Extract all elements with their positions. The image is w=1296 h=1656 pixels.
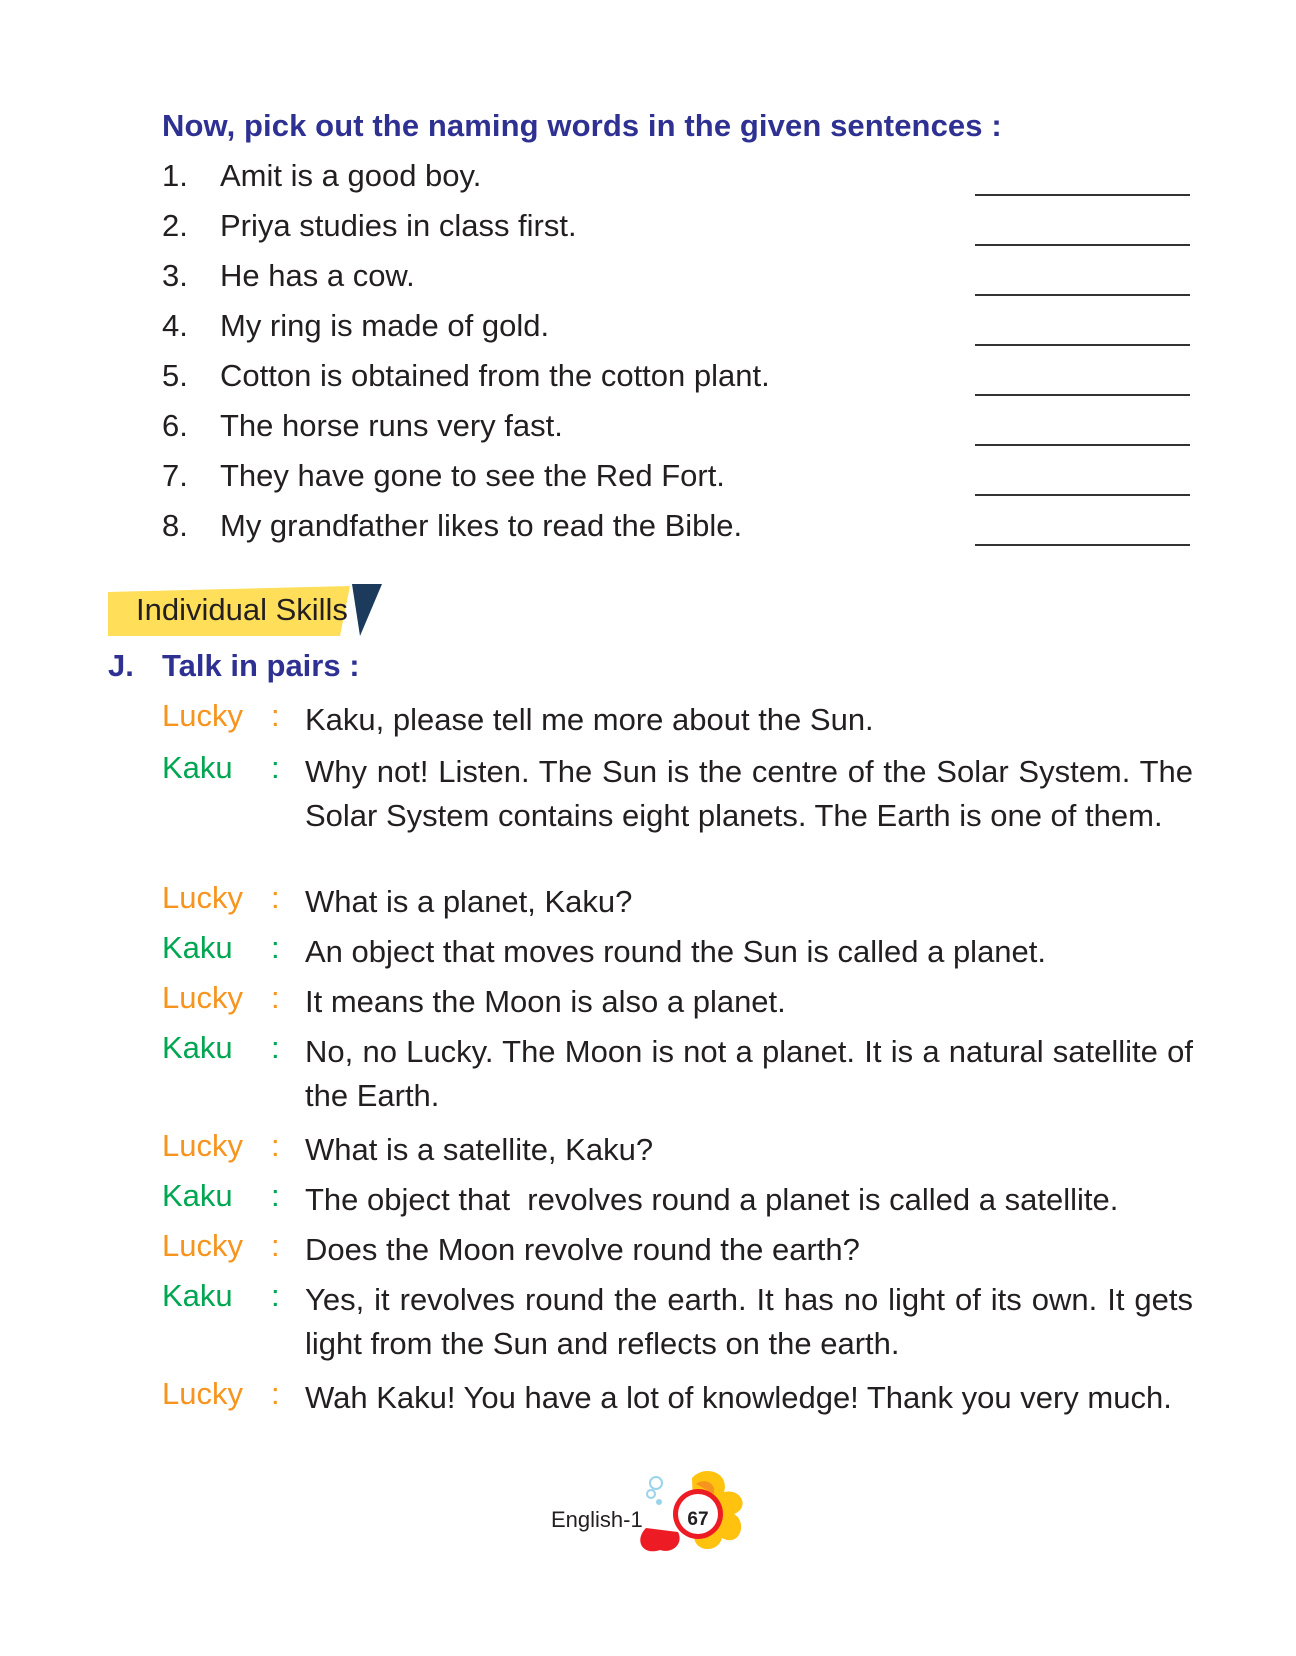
dialogue-text: Yes, it revolves round the earth. It has no light of its own. It gets light from the Sun and reflects on the earth. bbox=[305, 1282, 1193, 1361]
dialogue-text: Does the Moon revolve round the earth? bbox=[305, 1232, 860, 1267]
dialogue-text: Kaku, please tell me more about the Sun. bbox=[305, 702, 874, 737]
question-number: 2. bbox=[162, 208, 188, 243]
dialogue-colon: : bbox=[271, 1128, 280, 1163]
speaker-kaku: Kaku bbox=[162, 750, 233, 785]
dialogue-text: What is a satellite, Kaku? bbox=[305, 1132, 654, 1167]
question-number: 8. bbox=[162, 508, 188, 543]
question-number: 6. bbox=[162, 408, 188, 443]
dialogue-colon: : bbox=[271, 698, 280, 733]
question-text: The horse runs very fast. bbox=[220, 408, 563, 443]
dialogue-text: Why not! Listen. The Sun is the centre of the Solar System. The Solar System contains eight planets. The Earth is one of them. bbox=[305, 754, 1193, 833]
question-row bbox=[162, 208, 1192, 248]
speaker-kaku: Kaku bbox=[162, 1178, 233, 1213]
speaker-lucky: Lucky bbox=[162, 980, 243, 1015]
page-number: 67 bbox=[687, 1509, 709, 1530]
question-text: My grandfather likes to read the Bible. bbox=[220, 508, 743, 543]
question-text: Cotton is obtained from the cotton plant. bbox=[220, 358, 770, 393]
dialogue-colon: : bbox=[271, 930, 280, 965]
answer-blank[interactable] bbox=[975, 544, 1190, 546]
speaker-kaku: Kaku bbox=[162, 1278, 233, 1313]
question-number: 5. bbox=[162, 358, 188, 393]
dialogue-colon: : bbox=[271, 1030, 280, 1065]
exercise-heading: Now, pick out the naming words in the given sentences : bbox=[162, 108, 1002, 143]
answer-blank[interactable] bbox=[975, 344, 1190, 346]
speaker-lucky: Lucky bbox=[162, 1128, 243, 1163]
answer-blank[interactable] bbox=[975, 444, 1190, 446]
question-text: They have gone to see the Red Fort. bbox=[220, 458, 725, 493]
dialogue-colon: : bbox=[271, 1376, 280, 1411]
dialogue-text: The object that revolves round a planet is called a satellite. bbox=[305, 1182, 1119, 1217]
answer-blank[interactable] bbox=[975, 494, 1190, 496]
dialogue-text: Wah Kaku! You have a lot of knowledge! Thank you very much. bbox=[305, 1380, 1172, 1415]
dialogue-colon: : bbox=[271, 1228, 280, 1263]
question-row bbox=[162, 258, 1192, 298]
question-number: 4. bbox=[162, 308, 188, 343]
dialogue-colon: : bbox=[271, 750, 280, 785]
question-number: 3. bbox=[162, 258, 188, 293]
answer-blank[interactable] bbox=[975, 394, 1190, 396]
speaker-kaku: Kaku bbox=[162, 930, 233, 965]
question-row bbox=[162, 158, 1192, 198]
dialogue-text: No, no Lucky. The Moon is not a planet. It is a natural satellite of the Earth. bbox=[305, 1034, 1193, 1113]
section-title: Talk in pairs : bbox=[162, 648, 360, 683]
dialogue-text: An object that moves round the Sun is called a planet. bbox=[305, 934, 1047, 969]
speaker-lucky: Lucky bbox=[162, 1228, 243, 1263]
question-text: Priya studies in class first. bbox=[220, 208, 577, 243]
question-number: 1. bbox=[162, 158, 188, 193]
question-number: 7. bbox=[162, 458, 188, 493]
question-row bbox=[162, 358, 1192, 398]
question-text: He has a cow. bbox=[220, 258, 415, 293]
book-label: English-1 bbox=[551, 1507, 643, 1532]
question-row bbox=[162, 408, 1192, 448]
speaker-kaku: Kaku bbox=[162, 1030, 233, 1065]
section-letter: J. bbox=[108, 648, 134, 683]
banner-label: Individual Skills bbox=[136, 592, 348, 627]
dialogue-colon: : bbox=[271, 980, 280, 1015]
dialogue-text: It means the Moon is also a planet. bbox=[305, 984, 786, 1019]
answer-blank[interactable] bbox=[975, 194, 1190, 196]
question-row bbox=[162, 508, 1192, 548]
question-row bbox=[162, 458, 1192, 498]
speaker-lucky: Lucky bbox=[162, 698, 243, 733]
question-text: My ring is made of gold. bbox=[220, 308, 550, 343]
answer-blank[interactable] bbox=[975, 244, 1190, 246]
speaker-lucky: Lucky bbox=[162, 880, 243, 915]
dialogue-colon: : bbox=[271, 1178, 280, 1213]
individual-skills-banner bbox=[108, 584, 382, 638]
question-text: Amit is a good boy. bbox=[220, 158, 482, 193]
answer-blank[interactable] bbox=[975, 294, 1190, 296]
speaker-lucky: Lucky bbox=[162, 1376, 243, 1411]
question-row bbox=[162, 308, 1192, 348]
dialogue-colon: : bbox=[271, 880, 280, 915]
dialogue-text: What is a planet, Kaku? bbox=[305, 884, 633, 919]
dialogue-colon: : bbox=[271, 1278, 280, 1313]
